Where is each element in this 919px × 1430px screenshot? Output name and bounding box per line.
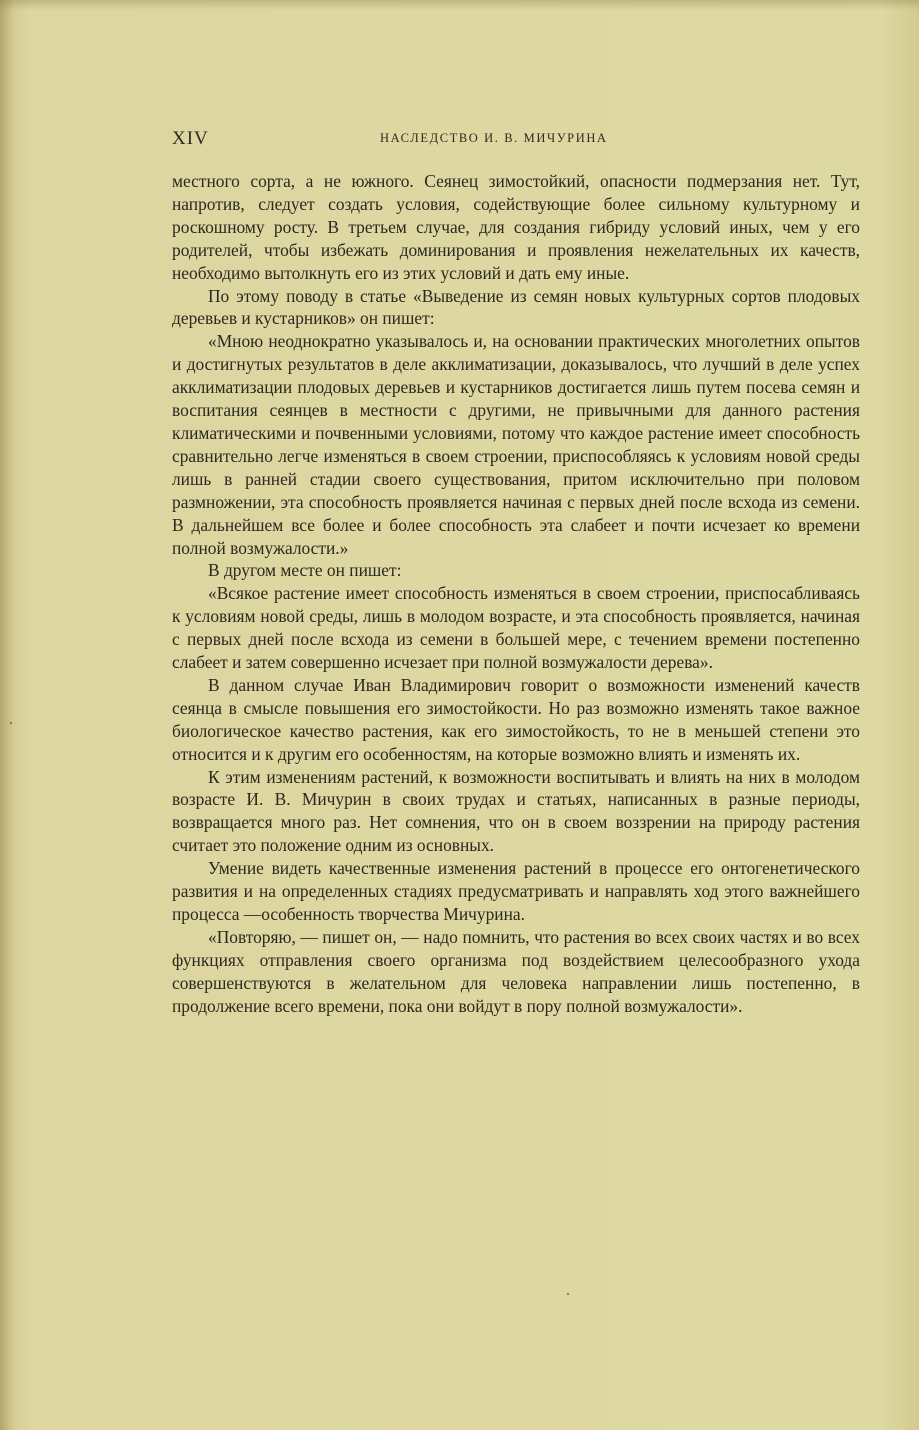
paragraph-1: местного сорта, а не южного. Сеянец зимостойкий, опасности подмерзания нет. Тут, напротив, следует создать условия, содействующие более сильному культурному и роскошному росту. В третьем случае, для создания гибриду условий иных, чем у его родителей, чтобы избежать доминирования и проявления нежелательных их качеств, необходимо вытолкнуть его из этих условий и дать ему иные. bbox=[172, 171, 860, 283]
paper-speck bbox=[567, 1293, 569, 1295]
quote-paragraph-1: «Мною неоднократно указывалось и, на основании практических многолетних опытов и достигнутых результатов в деле акклиматизации, доказывалось, что лучший в деле успех акклиматизации плодовых деревьев и кустарников достигается лишь путем посева семян и воспитания сеянцев в местности с другими, не привычными для данного растения климатическими и почвенными условиями, потому что каждое растение имеет способность сравнительно легче изменяться в своем строении, приспособляясь к условиям новой среды лишь в ранней стадии своего существования, притом исключительно при половом размножении, эта способность проявляется начиная с первых дней после всхода из семени. В дальнейшем все более и более способность эта слабеет и почти исчезает ко времени полной возмужалости.» bbox=[172, 331, 860, 558]
running-title: НАСЛЕДСТВО И. В. МИЧУРИНА bbox=[380, 131, 608, 145]
paragraph-5: К этим изменениям растений, к возможности воспитывать и влиять на них в молодом возрасте И. В. Мичурин в своих трудах и статьях, написанных в разные периоды, возвращается много раз. Нет сомнения, что он в своем воззрении на природу растения считает это положение одним из основных. bbox=[172, 766, 860, 856]
page-number: XIV bbox=[172, 128, 209, 149]
quote-paragraph-2: «Всякое растение имеет способность изменяться в своем строении, приспосабливаясь к условиям новой среды, лишь в молодом возрасте, и эта способность проявляется, начиная с первых дней после всхода из семени в большей мере, с течением времени постепенно слабеет и затем совершенно исчезает при полной возмужалости дерева». bbox=[172, 583, 860, 673]
paragraph-6: Умение видеть качественные изменения растений в процессе его онтогенетического развития и на определенных стадиях предусматривать и направлять ход этого важнейшего процесса —особенность творчества Мичурина. bbox=[172, 858, 860, 924]
quote-paragraph-3: «Повторяю, — пишет он, — надо помнить, что растения во всех своих частях и во всех функциях отправления своего организма под воздействием целесообразного ухода совершенствуются в желательном для человека направлении лишь постепенно, в продолжение всего времени, пока они войдут в пору полной возмужалости». bbox=[172, 926, 860, 1016]
paragraph-2: По этому поводу в статье «Выведение из семян новых культурных сортов плодовых деревьев и кустарников» он пишет: bbox=[172, 285, 860, 329]
paragraph-4: В данном случае Иван Владимирович говорит о возможности изменений качеств сеянца в смысле повышения его зимостойкости. Но раз возможно изменять такое важное биологическое качество растения, как его зимостойкость, то не в меньшей степени это относится и к другим его особенностям, на которые возможно влиять и изменять их. bbox=[172, 674, 860, 764]
paper-speck bbox=[10, 722, 12, 724]
page-top-shadow bbox=[0, 0, 919, 10]
page-header bbox=[172, 128, 862, 152]
page-edge-shadow bbox=[0, 0, 14, 1430]
body-text bbox=[172, 170, 860, 1018]
paragraph-3: В другом месте он пишет: bbox=[208, 560, 402, 581]
